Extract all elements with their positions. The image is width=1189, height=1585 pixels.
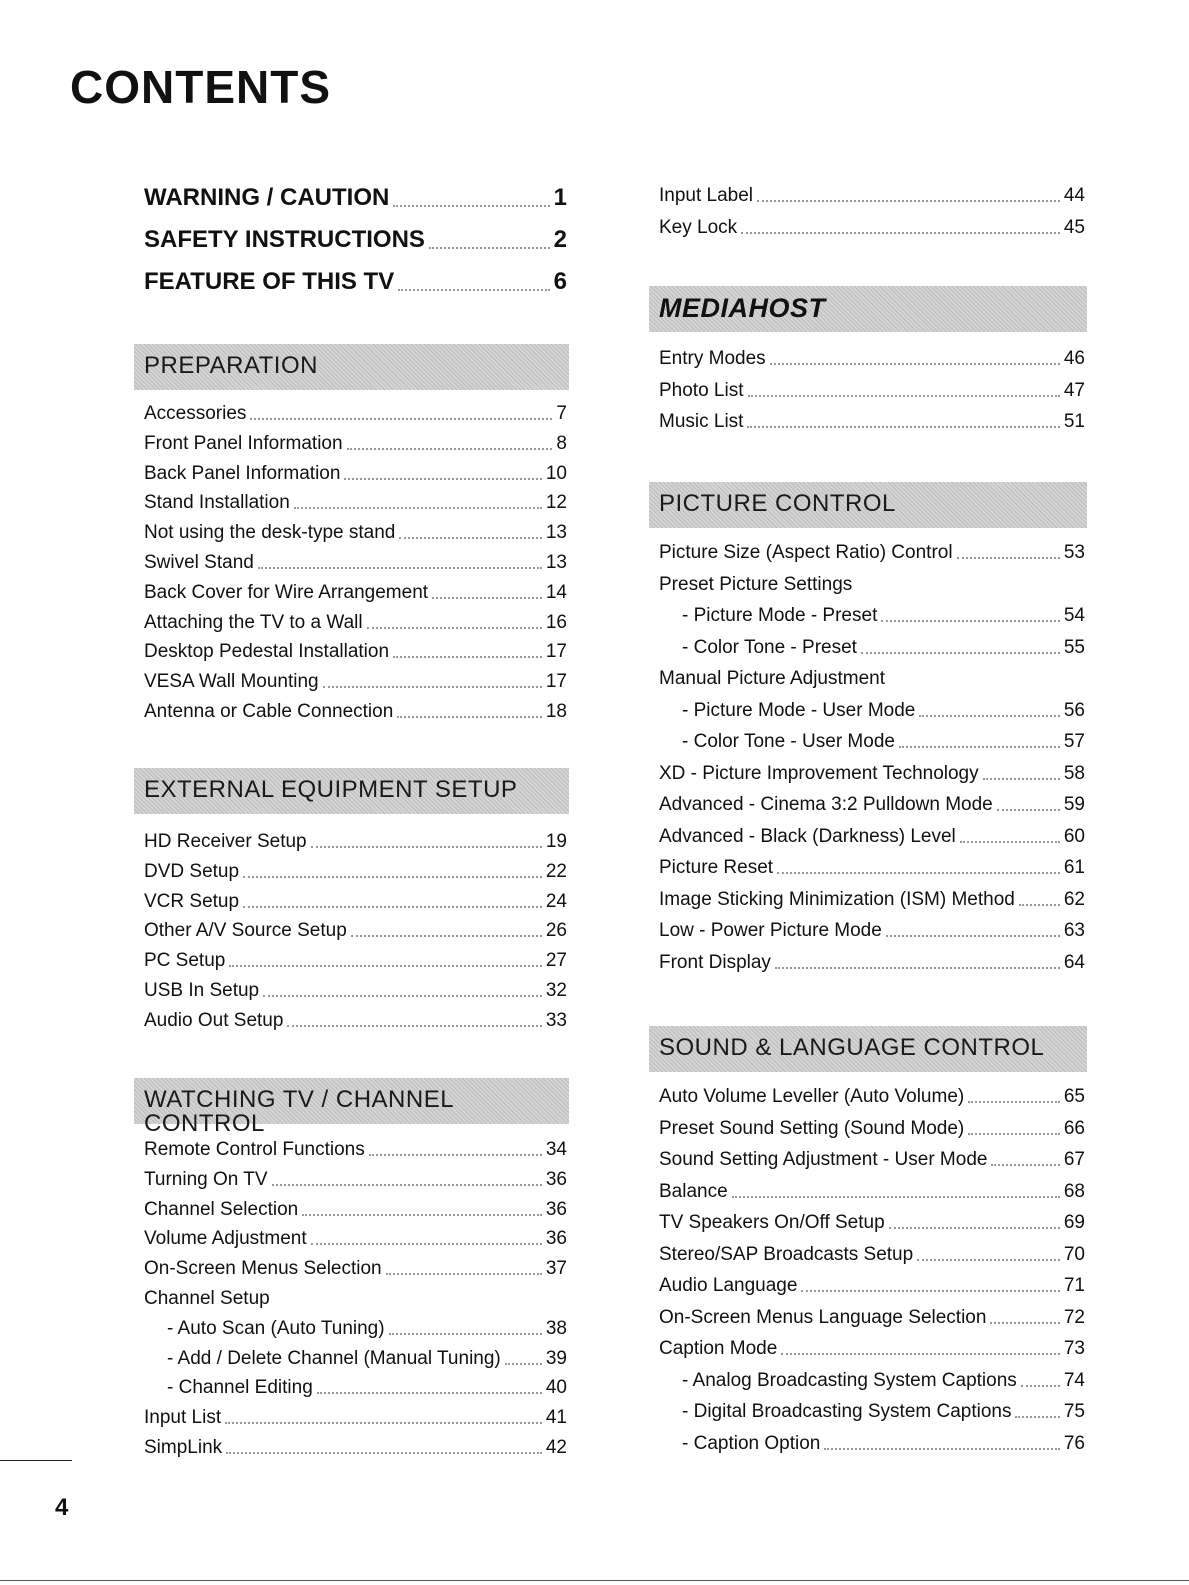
dot-leader — [781, 1352, 1060, 1355]
toc-entry[interactable] — [144, 1200, 567, 1219]
toc-entry-page: 62 — [1063, 888, 1085, 910]
toc-entry[interactable] — [659, 575, 1085, 594]
toc-entry[interactable] — [144, 921, 567, 940]
toc-entry-label: Channel Selection — [144, 1198, 299, 1220]
toc-entry[interactable] — [144, 1170, 567, 1189]
toc-entry-label: Manual Picture Adjustment — [659, 668, 886, 689]
toc-entry-page: 42 — [545, 1437, 567, 1458]
toc-entry-page: 56 — [1063, 699, 1085, 721]
toc-entry-page: 69 — [1063, 1212, 1085, 1233]
dot-leader — [889, 1226, 1060, 1229]
toc-entry-label: - Digital Broadcasting System Captions — [682, 1401, 1012, 1422]
dot-leader — [398, 288, 549, 291]
toc-entry[interactable] — [144, 1438, 567, 1457]
dot-leader — [801, 1289, 1059, 1292]
dot-leader — [369, 1153, 542, 1156]
dot-leader — [287, 1024, 541, 1027]
toc-entry[interactable] — [144, 613, 567, 632]
dot-leader — [229, 964, 542, 967]
toc-entry[interactable] — [659, 606, 1085, 625]
toc-entry[interactable] — [659, 890, 1085, 909]
toc-entry-page: 64 — [1063, 951, 1085, 973]
section-title: SOUND & LANGUAGE CONTROL — [659, 1034, 1045, 1061]
toc-entry-page: 36 — [545, 1228, 567, 1250]
toc-entry[interactable] — [659, 795, 1085, 814]
dot-leader — [317, 1391, 542, 1394]
toc-entry-label: Attaching the TV to a Wall — [144, 611, 363, 633]
toc-entry[interactable] — [659, 953, 1085, 972]
toc-entry[interactable] — [659, 1276, 1085, 1295]
toc-entry-label: Music List — [659, 411, 744, 432]
toc-entry-label: Stand Installation — [144, 492, 290, 514]
toc-entry-page: 71 — [1063, 1275, 1085, 1296]
toc-entry-label: Key Lock — [659, 216, 738, 238]
dot-leader — [399, 536, 541, 539]
toc-entry[interactable] — [659, 701, 1085, 720]
section-banner-preparation — [134, 344, 569, 390]
toc-entry[interactable] — [659, 858, 1085, 877]
toc-entry-page: 6 — [553, 268, 567, 295]
toc-entry-label: Picture Size (Aspect Ratio) Control — [659, 542, 953, 563]
toc-entry-label: Caption Mode — [659, 1338, 778, 1359]
toc-entry-page: 24 — [545, 890, 567, 912]
dot-leader — [323, 685, 542, 688]
dot-leader — [311, 1242, 542, 1245]
toc-entry[interactable] — [659, 1402, 1085, 1421]
toc-entry-page: 39 — [545, 1347, 567, 1369]
toc-entry-page: 36 — [545, 1168, 567, 1190]
toc-entry-label: - Auto Scan (Auto Tuning) — [167, 1317, 385, 1339]
toc-entry-page: 47 — [1063, 379, 1085, 401]
toc-entry[interactable] — [659, 381, 1085, 400]
toc-entry-label: Audio Language — [659, 1275, 798, 1296]
toc-entry-label: Picture Reset — [659, 857, 774, 878]
toc-entry-page: 22 — [545, 860, 567, 882]
toc-entry-safety-instructions[interactable] — [144, 228, 567, 252]
dot-leader — [748, 394, 1060, 397]
toc-entry[interactable] — [144, 1349, 567, 1368]
toc-entry-page: 74 — [1063, 1369, 1085, 1391]
dot-leader — [432, 596, 542, 599]
section-banner-mediahost — [649, 286, 1087, 332]
toc-entry[interactable] — [659, 543, 1085, 562]
toc-entry-label: Advanced - Black (Darkness) Level — [659, 825, 956, 847]
dot-leader — [917, 1258, 1060, 1261]
dot-leader — [386, 1272, 542, 1275]
dot-leader — [741, 231, 1060, 234]
toc-entry-label: SimpLink — [144, 1437, 223, 1458]
toc-entry-page: 66 — [1063, 1117, 1085, 1139]
toc-entry[interactable] — [659, 921, 1085, 940]
dot-leader — [347, 447, 553, 450]
toc-entry-label: Auto Volume Leveller (Auto Volume) — [659, 1086, 965, 1107]
toc-entry-page: 72 — [1063, 1306, 1085, 1328]
toc-entry-warning-caution[interactable] — [144, 186, 567, 210]
toc-entry-page: 26 — [545, 920, 567, 942]
toc-entry-page: 58 — [1063, 762, 1085, 784]
toc-entry[interactable] — [144, 493, 567, 512]
toc-entry-page: 70 — [1063, 1243, 1085, 1265]
dot-leader — [367, 626, 542, 629]
dot-leader — [919, 714, 1060, 717]
toc-entry-page: 1 — [553, 184, 567, 211]
dot-leader — [777, 871, 1060, 874]
toc-entry-label: Turning On TV — [144, 1168, 268, 1190]
toc-entry-label: - Color Tone - User Mode — [682, 731, 895, 752]
toc-entry-page: 10 — [545, 462, 567, 484]
toc-entry-label: Antenna or Cable Connection — [144, 701, 394, 722]
dot-leader — [389, 1332, 542, 1335]
toc-entry[interactable] — [659, 1150, 1085, 1169]
dot-leader — [225, 1421, 542, 1424]
dot-leader — [770, 362, 1060, 365]
toc-entry[interactable] — [144, 642, 567, 661]
toc-entry-page: 60 — [1063, 825, 1085, 847]
toc-entry[interactable] — [144, 1408, 567, 1427]
toc-entry-label: On-Screen Menus Selection — [144, 1258, 382, 1280]
toc-entry[interactable] — [659, 1308, 1085, 1327]
toc-entry[interactable] — [659, 1245, 1085, 1264]
toc-entry-page: 57 — [1063, 731, 1085, 752]
toc-entry-page: 17 — [545, 641, 567, 663]
toc-entry-page: 63 — [1063, 920, 1085, 941]
toc-entry-label: Image Sticking Minimization (ISM) Method — [659, 888, 1015, 910]
toc-entry-label: Remote Control Functions — [144, 1139, 365, 1160]
dot-leader — [302, 1213, 542, 1216]
toc-entry[interactable] — [659, 1087, 1085, 1106]
toc-entry[interactable] — [659, 349, 1085, 368]
toc-entry-page: 55 — [1063, 636, 1085, 658]
toc-entry-label: - Color Tone - Preset — [682, 636, 857, 658]
toc-entry[interactable] — [144, 1378, 567, 1397]
toc-entry[interactable] — [144, 672, 567, 691]
toc-entry[interactable] — [144, 832, 567, 851]
toc-entry-label: XD - Picture Improvement Technology — [659, 762, 979, 784]
toc-entry-label: TV Speakers On/Off Setup — [659, 1212, 885, 1233]
toc-entry-page: 36 — [545, 1198, 567, 1220]
toc-entry-label: - Caption Option — [682, 1432, 821, 1454]
toc-entry-label: FEATURE OF THIS TV — [144, 268, 395, 295]
toc-entry[interactable] — [144, 404, 567, 423]
toc-entry[interactable] — [144, 523, 567, 542]
dot-leader — [272, 1183, 542, 1186]
toc-entry[interactable] — [659, 732, 1085, 751]
toc-entry-page: 46 — [1063, 348, 1085, 369]
dot-leader — [351, 934, 542, 937]
dot-leader — [960, 840, 1060, 843]
toc-entry-page: 75 — [1063, 1401, 1085, 1422]
dot-leader — [732, 1195, 1060, 1198]
toc-entry-page: 40 — [545, 1377, 567, 1399]
toc-entry-page: 59 — [1063, 794, 1085, 815]
section-banner-watching-tv — [134, 1078, 569, 1137]
page-bottom-edge — [0, 1580, 1189, 1581]
toc-entry-label: - Picture Mode - Preset — [682, 605, 878, 626]
dot-leader — [294, 506, 542, 509]
toc-entry-label: Swivel Stand — [144, 552, 254, 573]
section-title: MEDIAHOST — [659, 293, 826, 323]
toc-entry[interactable] — [659, 1119, 1085, 1138]
toc-entry-page: 68 — [1063, 1180, 1085, 1202]
toc-entry-feature-of-this-tv[interactable] — [144, 270, 567, 294]
section-banner-external-equipment-setup — [134, 768, 569, 814]
toc-entry[interactable] — [659, 1371, 1085, 1390]
dot-leader — [968, 1132, 1060, 1135]
toc-entry-label: Desktop Pedestal Installation — [144, 641, 390, 663]
dot-leader — [899, 745, 1060, 748]
toc-entry-page: 16 — [545, 611, 567, 633]
toc-entry[interactable] — [144, 1229, 567, 1248]
dot-leader — [824, 1447, 1060, 1450]
toc-entry[interactable] — [144, 1319, 567, 1338]
dot-leader — [263, 994, 542, 997]
toc-entry[interactable] — [144, 1259, 567, 1278]
toc-entry[interactable] — [144, 553, 567, 572]
toc-entry[interactable] — [144, 1140, 567, 1159]
toc-entry-label: Low - Power Picture Mode — [659, 920, 882, 941]
toc-entry[interactable] — [659, 218, 1085, 237]
toc-entry-page: 37 — [545, 1258, 567, 1280]
dot-leader — [243, 875, 542, 878]
toc-entry-label: DVD Setup — [144, 860, 240, 882]
toc-entry-label: Entry Modes — [659, 348, 766, 369]
toc-entry-page: 12 — [545, 492, 567, 514]
dot-leader — [957, 556, 1060, 559]
dot-leader — [1019, 903, 1060, 906]
toc-entry-page: 13 — [545, 522, 567, 544]
toc-entry-label: VCR Setup — [144, 890, 240, 912]
dot-leader — [881, 619, 1060, 622]
toc-entry-page: 45 — [1063, 216, 1085, 238]
toc-entry-label: Balance — [659, 1180, 728, 1202]
dot-leader — [258, 566, 542, 569]
toc-entry-label: Preset Sound Setting (Sound Mode) — [659, 1117, 965, 1139]
toc-entry-label: Front Display — [659, 951, 771, 973]
dot-leader — [861, 651, 1060, 654]
toc-entry-label: Back Panel Information — [144, 462, 341, 484]
toc-entry-page: 38 — [545, 1317, 567, 1339]
toc-entry-page: 27 — [545, 950, 567, 972]
toc-entry-label: PC Setup — [144, 950, 226, 972]
toc-entry-page: 14 — [545, 581, 567, 603]
toc-entry-label: Not using the desk-type stand — [144, 522, 396, 544]
page-number: 4 — [55, 1494, 69, 1521]
toc-entry-page: 33 — [545, 1009, 567, 1031]
toc-entry[interactable] — [659, 1434, 1085, 1453]
dot-leader — [983, 777, 1060, 780]
toc-entry-label: Audio Out Setup — [144, 1009, 284, 1031]
toc-entry-label: - Analog Broadcasting System Captions — [682, 1369, 1017, 1391]
toc-entry-page: 65 — [1063, 1086, 1085, 1107]
toc-entry-label: On-Screen Menus Language Selection — [659, 1306, 987, 1328]
toc-entry[interactable] — [659, 1339, 1085, 1358]
page-title: CONTENTS — [70, 61, 331, 113]
toc-entry-label: Volume Adjustment — [144, 1228, 307, 1250]
section-banner-sound-language-control — [649, 1026, 1087, 1072]
section-title: WATCHING TV / CHANNEL CONTROL — [144, 1086, 454, 1137]
toc-entry-label: Other A/V Source Setup — [144, 920, 347, 942]
dot-leader — [1015, 1415, 1059, 1418]
toc-entry-page: 32 — [545, 980, 567, 1001]
toc-entry-label: VESA Wall Mounting — [144, 671, 319, 693]
section-title: PICTURE CONTROL — [659, 490, 896, 517]
section-banner-picture-control — [649, 482, 1087, 528]
toc-entry-label: HD Receiver Setup — [144, 831, 307, 852]
toc-entry[interactable] — [659, 1213, 1085, 1232]
dot-leader — [397, 715, 542, 718]
toc-entry[interactable] — [659, 764, 1085, 783]
toc-entry-page: 17 — [545, 671, 567, 693]
toc-entry[interactable] — [144, 951, 567, 970]
toc-entry[interactable] — [144, 702, 567, 721]
toc-entry-label: USB In Setup — [144, 980, 260, 1001]
dot-leader — [393, 655, 542, 658]
dot-leader — [775, 966, 1060, 969]
toc-entry-page: 8 — [556, 432, 567, 454]
dot-leader — [344, 477, 541, 480]
toc-entry-label: Photo List — [659, 379, 744, 401]
dot-leader — [886, 934, 1060, 937]
toc-entry[interactable] — [659, 638, 1085, 657]
dot-leader — [311, 845, 542, 848]
toc-entry-page: 18 — [545, 701, 567, 722]
section-title: EXTERNAL EQUIPMENT SETUP — [144, 776, 518, 803]
toc-entry-label: Input Label — [659, 185, 754, 206]
dot-leader — [747, 425, 1059, 428]
toc-entry-label: Input List — [144, 1407, 222, 1429]
toc-entry-page: 54 — [1063, 605, 1085, 626]
toc-entry-page: 67 — [1063, 1149, 1085, 1170]
dot-leader — [997, 808, 1060, 811]
dot-leader — [757, 199, 1060, 202]
toc-entry[interactable] — [659, 186, 1085, 205]
toc-entry-label: Accessories — [144, 403, 247, 424]
toc-entry[interactable] — [144, 1011, 567, 1030]
toc-entry-page: 34 — [545, 1139, 567, 1160]
toc-entry-page: 13 — [545, 552, 567, 573]
toc-entry[interactable] — [659, 669, 1085, 688]
dot-leader — [243, 905, 542, 908]
toc-entry[interactable] — [659, 1182, 1085, 1201]
toc-entry[interactable] — [144, 583, 567, 602]
toc-entry-label: Stereo/SAP Broadcasts Setup — [659, 1243, 914, 1265]
dot-leader — [429, 246, 550, 249]
toc-entry-label: Channel Setup — [144, 1288, 270, 1309]
toc-entry-label: Sound Setting Adjustment - User Mode — [659, 1149, 988, 1170]
toc-entry-label: Front Panel Information — [144, 432, 343, 454]
toc-entry-page: 44 — [1063, 185, 1085, 206]
footer-rule — [0, 1460, 72, 1461]
dot-leader — [1021, 1384, 1060, 1387]
toc-entry[interactable] — [144, 862, 567, 881]
toc-entry-label: Back Cover for Wire Arrangement — [144, 581, 429, 603]
toc-entry-page: 19 — [545, 831, 567, 852]
toc-entry-label: Advanced - Cinema 3:2 Pulldown Mode — [659, 794, 993, 815]
dot-leader — [250, 417, 552, 420]
toc-entry-label: - Picture Mode - User Mode — [682, 699, 916, 721]
dot-leader — [990, 1321, 1059, 1324]
toc-entry[interactable] — [659, 827, 1085, 846]
toc-entry[interactable] — [144, 464, 567, 483]
toc-entry-label: - Channel Editing — [167, 1377, 313, 1399]
toc-entry[interactable] — [144, 434, 567, 453]
dot-leader — [991, 1163, 1059, 1166]
toc-entry-label: SAFETY INSTRUCTIONS — [144, 226, 425, 253]
toc-entry-label: - Add / Delete Channel (Manual Tuning) — [167, 1347, 501, 1369]
dot-leader — [393, 204, 549, 207]
toc-entry[interactable] — [144, 892, 567, 911]
toc-entry-page: 51 — [1063, 411, 1085, 432]
section-title: PREPARATION — [144, 352, 318, 379]
dot-leader — [968, 1100, 1060, 1103]
dot-leader — [226, 1451, 542, 1454]
toc-entry-page: 7 — [556, 403, 567, 424]
toc-entry[interactable] — [144, 981, 567, 1000]
toc-entry-label: WARNING / CAUTION — [144, 184, 390, 211]
toc-entry-page: 53 — [1063, 542, 1085, 563]
toc-entry-label: Preset Picture Settings — [659, 573, 853, 595]
toc-entry-page: 61 — [1063, 857, 1085, 878]
toc-entry[interactable] — [659, 412, 1085, 431]
toc-entry-page: 76 — [1063, 1432, 1085, 1454]
dot-leader — [505, 1362, 542, 1365]
toc-entry[interactable] — [144, 1289, 567, 1308]
toc-entry-page: 41 — [545, 1407, 567, 1429]
toc-entry-page: 2 — [553, 226, 567, 253]
toc-entry-page: 73 — [1063, 1338, 1085, 1359]
